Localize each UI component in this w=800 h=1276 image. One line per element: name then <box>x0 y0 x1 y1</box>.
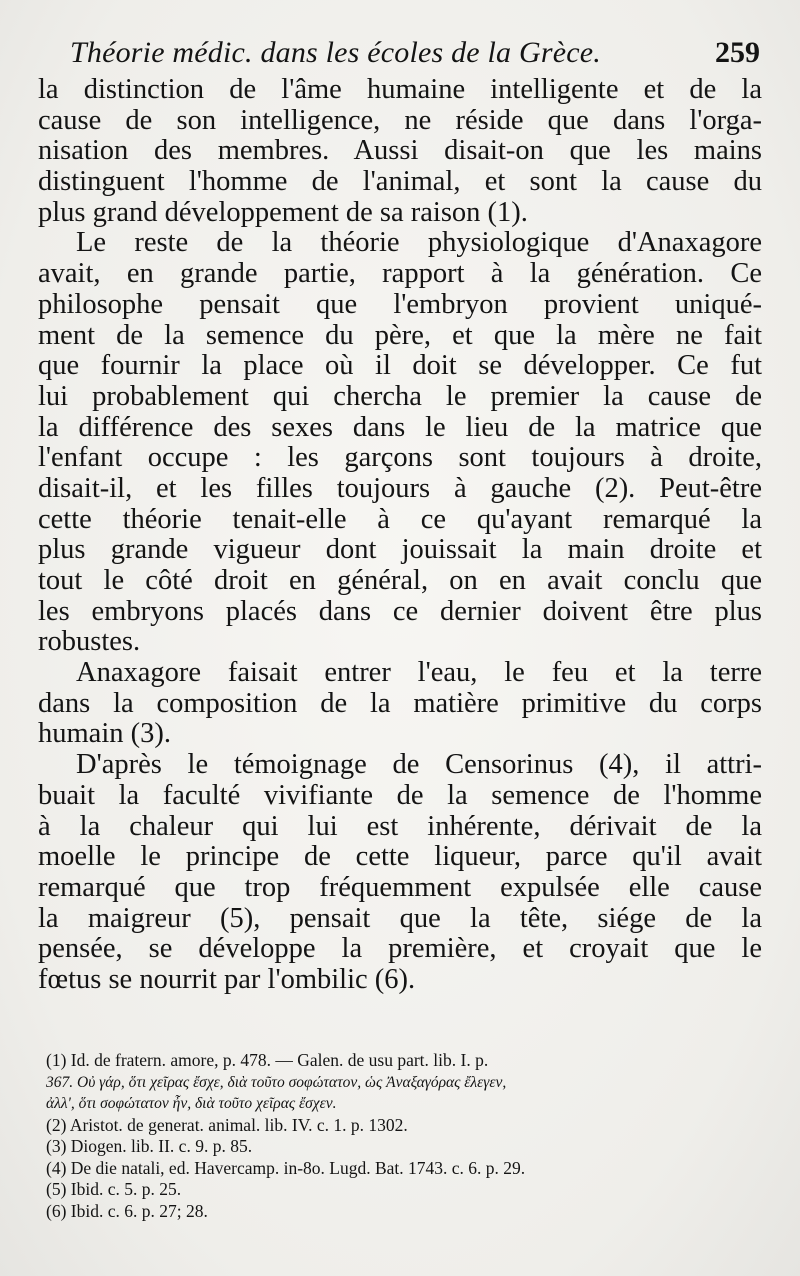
footnotes <box>46 1050 768 1222</box>
footnote-greek: ἀλλ', ὅτι σοφώτατον ἦν, διὰ τοῦτο χεῖρας ἔσχεν. <box>46 1095 337 1112</box>
text-line: D'après le témoignage de Censorinus (4), il attri- <box>76 750 762 781</box>
text-line: cause de son intelligence, ne réside que dans l'orga- <box>38 105 762 136</box>
text-line: fœtus se nourrit par l'ombilic (6). <box>38 964 416 995</box>
text-line: à la chaleur qui lui est inhérente, dérivait de la <box>38 811 762 842</box>
body-text <box>38 75 762 996</box>
text-line: la distinction de l'âme humaine intelligente et de la <box>38 75 762 105</box>
text-line: Le reste de la théorie physiologique d'Anaxagore <box>76 228 762 259</box>
footnote: (6) Ibid. c. 6. p. 27; 28. <box>46 1200 208 1221</box>
text-line: l'enfant occupe : les garçons sont toujours à droite, <box>38 443 762 474</box>
running-head-title: Théorie médic. dans les écoles de la Grèce. <box>70 36 601 69</box>
text-line: disait-il, et les filles toujours à gauche (2). Peut-être <box>38 473 762 504</box>
text-line: humain (3). <box>38 719 171 750</box>
text-line: la différence des sexes dans le lieu de la matrice que <box>38 412 762 443</box>
page-number: 259 <box>715 36 760 69</box>
footnote: (2) Aristot. de generat. animal. lib. IV. c. 1. p. 1302. <box>46 1114 408 1135</box>
text-line: lui probablement qui chercha le premier la cause de <box>38 381 762 412</box>
text-line: buait la faculté vivifiante de la semence de l'homme <box>38 780 762 811</box>
text-line: tout le côté droit en général, on en avait conclu que <box>38 566 762 596</box>
text-line: pensée, se développe la première, et croyait que le <box>38 934 762 965</box>
text-line: que fournir la place où il doit se développer. Ce fut <box>38 351 762 382</box>
text-line: la maigreur (5), pensait que la tête, siége de la <box>38 903 762 934</box>
text-line: nisation des membres. Aussi disait-on que les mains <box>38 136 762 167</box>
footnote: (4) De die natali, ed. Havercamp. in-8o. Lugd. Bat. 1743. c. 6. p. 29. <box>46 1157 526 1178</box>
text-line: avait, en grande partie, rapport à la génération. Ce <box>38 259 762 290</box>
text-line: plus grand développement de sa raison (1). <box>38 197 528 228</box>
text-line: remarqué que trop fréquemment expulsée elle cause <box>38 872 762 903</box>
text-line: Anaxagore faisait entrer l'eau, le feu et la terre <box>76 658 762 689</box>
text-line: moelle le principe de cette liqueur, parce qu'il avait <box>38 842 762 873</box>
running-head <box>70 36 760 80</box>
footnote-greek: 367. Οὐ γάρ, ὅτι χεῖρας ἔσχε, διὰ τοῦτο σοφώτατον, ὡς Ἀναξαγόρας ἔλεγεν, <box>46 1073 507 1091</box>
text-line: robustes. <box>38 627 141 658</box>
footnote: (1) Id. de fratern. amore, p. 478. — Galen. de usu part. lib. I. p. <box>46 1050 489 1070</box>
footnote: (3) Diogen. lib. II. c. 9. p. 85. <box>46 1136 253 1156</box>
text-line: philosophe pensait que l'embryon provient uniqué- <box>38 289 762 320</box>
text-line: plus grande vigueur dont jouissait la main droite et <box>38 535 762 566</box>
text-line: les embryons placés dans ce dernier doivent être plus <box>38 596 762 627</box>
text-line: cette théorie tenait-elle à ce qu'ayant remarqué la <box>38 504 762 535</box>
text-line: dans la composition de la matière primitive du corps <box>38 688 762 719</box>
footnote: (5) Ibid. c. 5. p. 25. <box>46 1179 182 1199</box>
text-line: distinguent l'homme de l'animal, et sont la cause du <box>38 167 762 198</box>
text-line: ment de la semence du père, et que la mère ne fait <box>38 320 762 351</box>
